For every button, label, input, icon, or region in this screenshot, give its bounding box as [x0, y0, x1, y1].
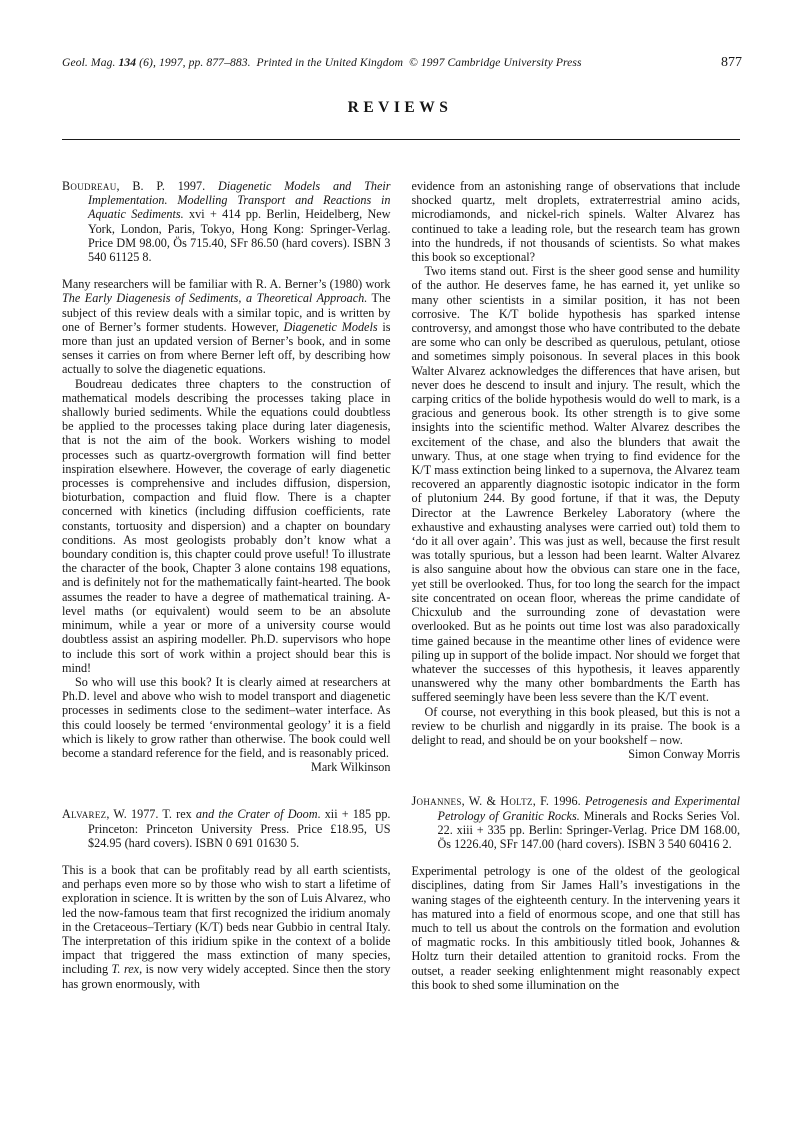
text-segment: , W. 1977. T. rex — [106, 807, 196, 822]
text-segment: . xii + 185 pp. Princeton: Princeton University Press. Price £18.95, US $24.95 (hard covers). ISBN 0 691 01630 5. — [88, 807, 391, 850]
running-head — [62, 55, 742, 71]
italic-text-segment: Petrogenesis and Experimental Petrology of Granitic Rocks. — [437, 794, 740, 823]
text-segment: Boudreau dedicates three chapters to the construction of mathematical models describing the processes taking place in shallowly buried sediments. While the equations could doubtless be applied to the processes taking place during later diagenesis, that is not the aim of the book. Workers wishing to model processes such as quartz-overgrowth formation will find better inspiration elsewhere. However, the coverage of early diagenetic processes is comprehensive and includes diffusion, dispersion, bioturbation, compaction and fluid flow. There is a chapter concerned with kinetics (including diffusion coefficients, rate constants, tortuosity and dispersion) and a chapter on boundary conditions. As most geologists probably don’t know what a boundary condition is, this chapter could prove useful! To illustrate the character of the book, Chapter 3 alone contains 198 equations, and is definitely not for the mathematically faint-hearted. The book assumes the reader to have a degree of mathematical training. A-level maths (or equivalent) would seem to be an absolute minimum, while a year or more of a university course would doubtless assist an aspiring modeller. Ph.D. supervisors who hope to include this sort of work within a project should bear this is mind! — [62, 376, 391, 675]
review-paragraph — [412, 705, 741, 748]
smallcaps-author-name: Alvarez — [62, 807, 107, 822]
journal-reference-prefix: Geol. Mag. — [62, 56, 119, 69]
text-segment: xvi + 414 pp. Berlin, Heidelberg, New York, London, Paris, Tokyo, Hong Kong: Springer-Verlag. Price DM 98.00, Ös 715.40, SFr 86.50 (hard covers). ISBN 3 540 61125 8. — [88, 207, 391, 265]
text-segment: , W. & — [461, 794, 501, 809]
italic-text-segment: Diagenetic Models — [283, 319, 378, 334]
text-segment: Experimental petrology is one of the oldest of the geological disciplines, dating from Sir James Hall’s investigations in the waning stages of the eighteenth century. In the intervening years it has matured into a field of enormous scope, and one that still has much to tell us about the controls on the formation and evolution of magmatic rocks. In this ambitiously titled book, Johannes & Holtz turn their detailed attention to granitoid rocks. From the outset, a reader seeking enlightenment might reasonably expect this book to shed some illumination on the — [411, 864, 740, 992]
right-column — [412, 179, 741, 992]
text-segment: Mark Wilkinson — [310, 760, 391, 775]
text-segment: Minerals and Rocks Series Vol. 22. xiii + 335 pp. Berlin: Springer-Verlag. Price DM 168.00, Ös 1226.40, SFr 147.00 (hard covers). ISBN 3 540 60416 2. — [437, 808, 740, 851]
text-segment: evidence from an astonishing range of observations that include shocked quartz, melt droplets, extraterrestrial amino acids, microdiamonds, and nickel-rich spinels. Walter Alvarez has continued to take a leading role, but the research team has grown into the hundreds, if not thousands of scientists. So what makes this book so exceptional? — [411, 179, 740, 265]
left-column — [62, 179, 391, 992]
header-rule — [62, 139, 740, 140]
page-title: REVIEWS — [347, 99, 453, 116]
italic-text-segment: and the Crater of Doom — [195, 807, 318, 822]
review-paragraph — [412, 264, 741, 704]
text-segment: , F. 1996. — [532, 794, 585, 809]
smallcaps-author-name: Boudreau — [62, 179, 117, 193]
text-segment: , B. P. 1997. — [116, 179, 218, 193]
text-segment: , is now very widely accepted. Since then the story has grown enormously, with — [62, 962, 391, 991]
text-segment: Simon Conway Morris — [628, 747, 740, 762]
italic-text-segment: The Early Diagenesis of Sediments, a Theoretical Approach. — [62, 291, 368, 306]
text-segment: Of course, not everything in this book pleased, but this is not a review to be churlish and niggardly in its praise. The book is a delight to read, and should be on your bookshelf – now. — [411, 704, 740, 747]
italic-text-segment: T. rex — [111, 962, 140, 977]
book-citation — [412, 794, 741, 851]
journal-reference-suffix: (6), 1997, pp. 877–883. Printed in the United Kingdom © 1997 Cambridge University Press — [136, 56, 582, 69]
page-number: 877 — [721, 55, 742, 70]
text-segment: The subject of this review deals with a similar topic, and is written by one of Berner’s former students. However, — [62, 291, 391, 334]
review-columns — [62, 179, 740, 992]
smallcaps-author-name: Johannes — [411, 794, 462, 809]
reviewer-signature — [412, 747, 741, 761]
text-segment: Two items stand out. First is the sheer good sense and humility of the author. He deserves fame, he has earned it, yet unlike so many other scientists in a similar position, it has not been corrosive. The K/T bolide hypothesis has sparked intense controversy, and amongst those who have contributed to the debate are some who can only be described as querulous, petulant, otiose and sometimes simply poisonous. In several places in this book Walter Alvarez acknowledges the differences that have arisen, but never does he descend to insult and injury. The result, which the carping critics of the bolide hypothesis would do well to mark, is a gracious and generous book. Its other strength is to give some insights into the scientific method. Walter Alvarez describes the excitement of the chase, and also the blunders that await the unwary. Thus, at one stage when trying to find evidence for the K/T mass extinction being linked to a supernova, the Alvarez team recovered an apparently diagnostic isotopic indicator in the form of plutonium 244. By good fortune, if that it was, the Deputy Director at the Lawrence Berkeley Laboratory (where the exhaustive and exhausting analyses were carried out) told them to ‘do it all over again’. This was just as well, because the first result was totally spurious, but a lesson had been learnt. Walter Alvarez is also sanguine about how the obvious can stare one in the face, yet still be overlooked. Thus, for too long the search for the impact site concentrated on ocean floor, whereas the prime candidate of Chicxulub and the surrounding zone of devastation were overlooked. But as he points out time lost was also paradoxically time gained because in the meantime other lines of evidence were piling up in support of the bolide impact. Nor should we forget that whatever the successes of this hypothesis, it leaves apparently unanswered why the many other bombardments the Earth has suffered seemingly have been less severe than the K/T event. — [411, 264, 740, 705]
book-citation — [62, 179, 391, 264]
italic-text-segment: Diagenetic Models and Their Implementation. Modelling Transport and Reactions in Aquatic Sediments. — [88, 179, 391, 222]
text-segment: is more than just an updated version of Berner’s book, and in some senses it carries on from where Berner left off, by describing how actually to solve the diagenetic equations. — [62, 319, 391, 377]
text-segment: So who will use this book? It is clearly aimed at researchers at Ph.D. level and above who wish to model transport and diagenetic processes in sediments close to the sediment–water interface. As this could loosely be termed ‘environmental geology’ it is a field which is likely to grow rather than otherwise. The book could well become a standard reference for the field, and is reasonably priced. — [62, 674, 391, 760]
review-paragraph — [62, 377, 391, 675]
journal-reference — [62, 56, 582, 69]
text-segment: This is a book that can be profitably read by all earth scientists, and perhaps even more so by those who wish to start a lifetime of exploration in science. It is written by the son of Luis Alvarez, who led the now-famous team that first recognized the iridium anomaly in the Cretaceous–Tertiary (K/T) beds near Gubbio in central Italy. The interpretation of this iridium spike in the context of a bolide impact that triggered the mass extinction of many species, including — [62, 862, 391, 977]
text-segment: Many researchers will be familiar with R. A. Berner’s (1980) work — [62, 277, 391, 292]
review-paragraph — [62, 277, 391, 376]
review-paragraph — [62, 675, 391, 760]
review-paragraph — [412, 864, 741, 992]
book-citation — [62, 807, 391, 850]
review-paragraph — [62, 863, 391, 991]
journal-volume: 134 — [118, 56, 137, 69]
review-paragraph — [412, 179, 741, 264]
smallcaps-author-name: Holtz — [500, 794, 533, 809]
reviewer-signature — [62, 760, 391, 774]
